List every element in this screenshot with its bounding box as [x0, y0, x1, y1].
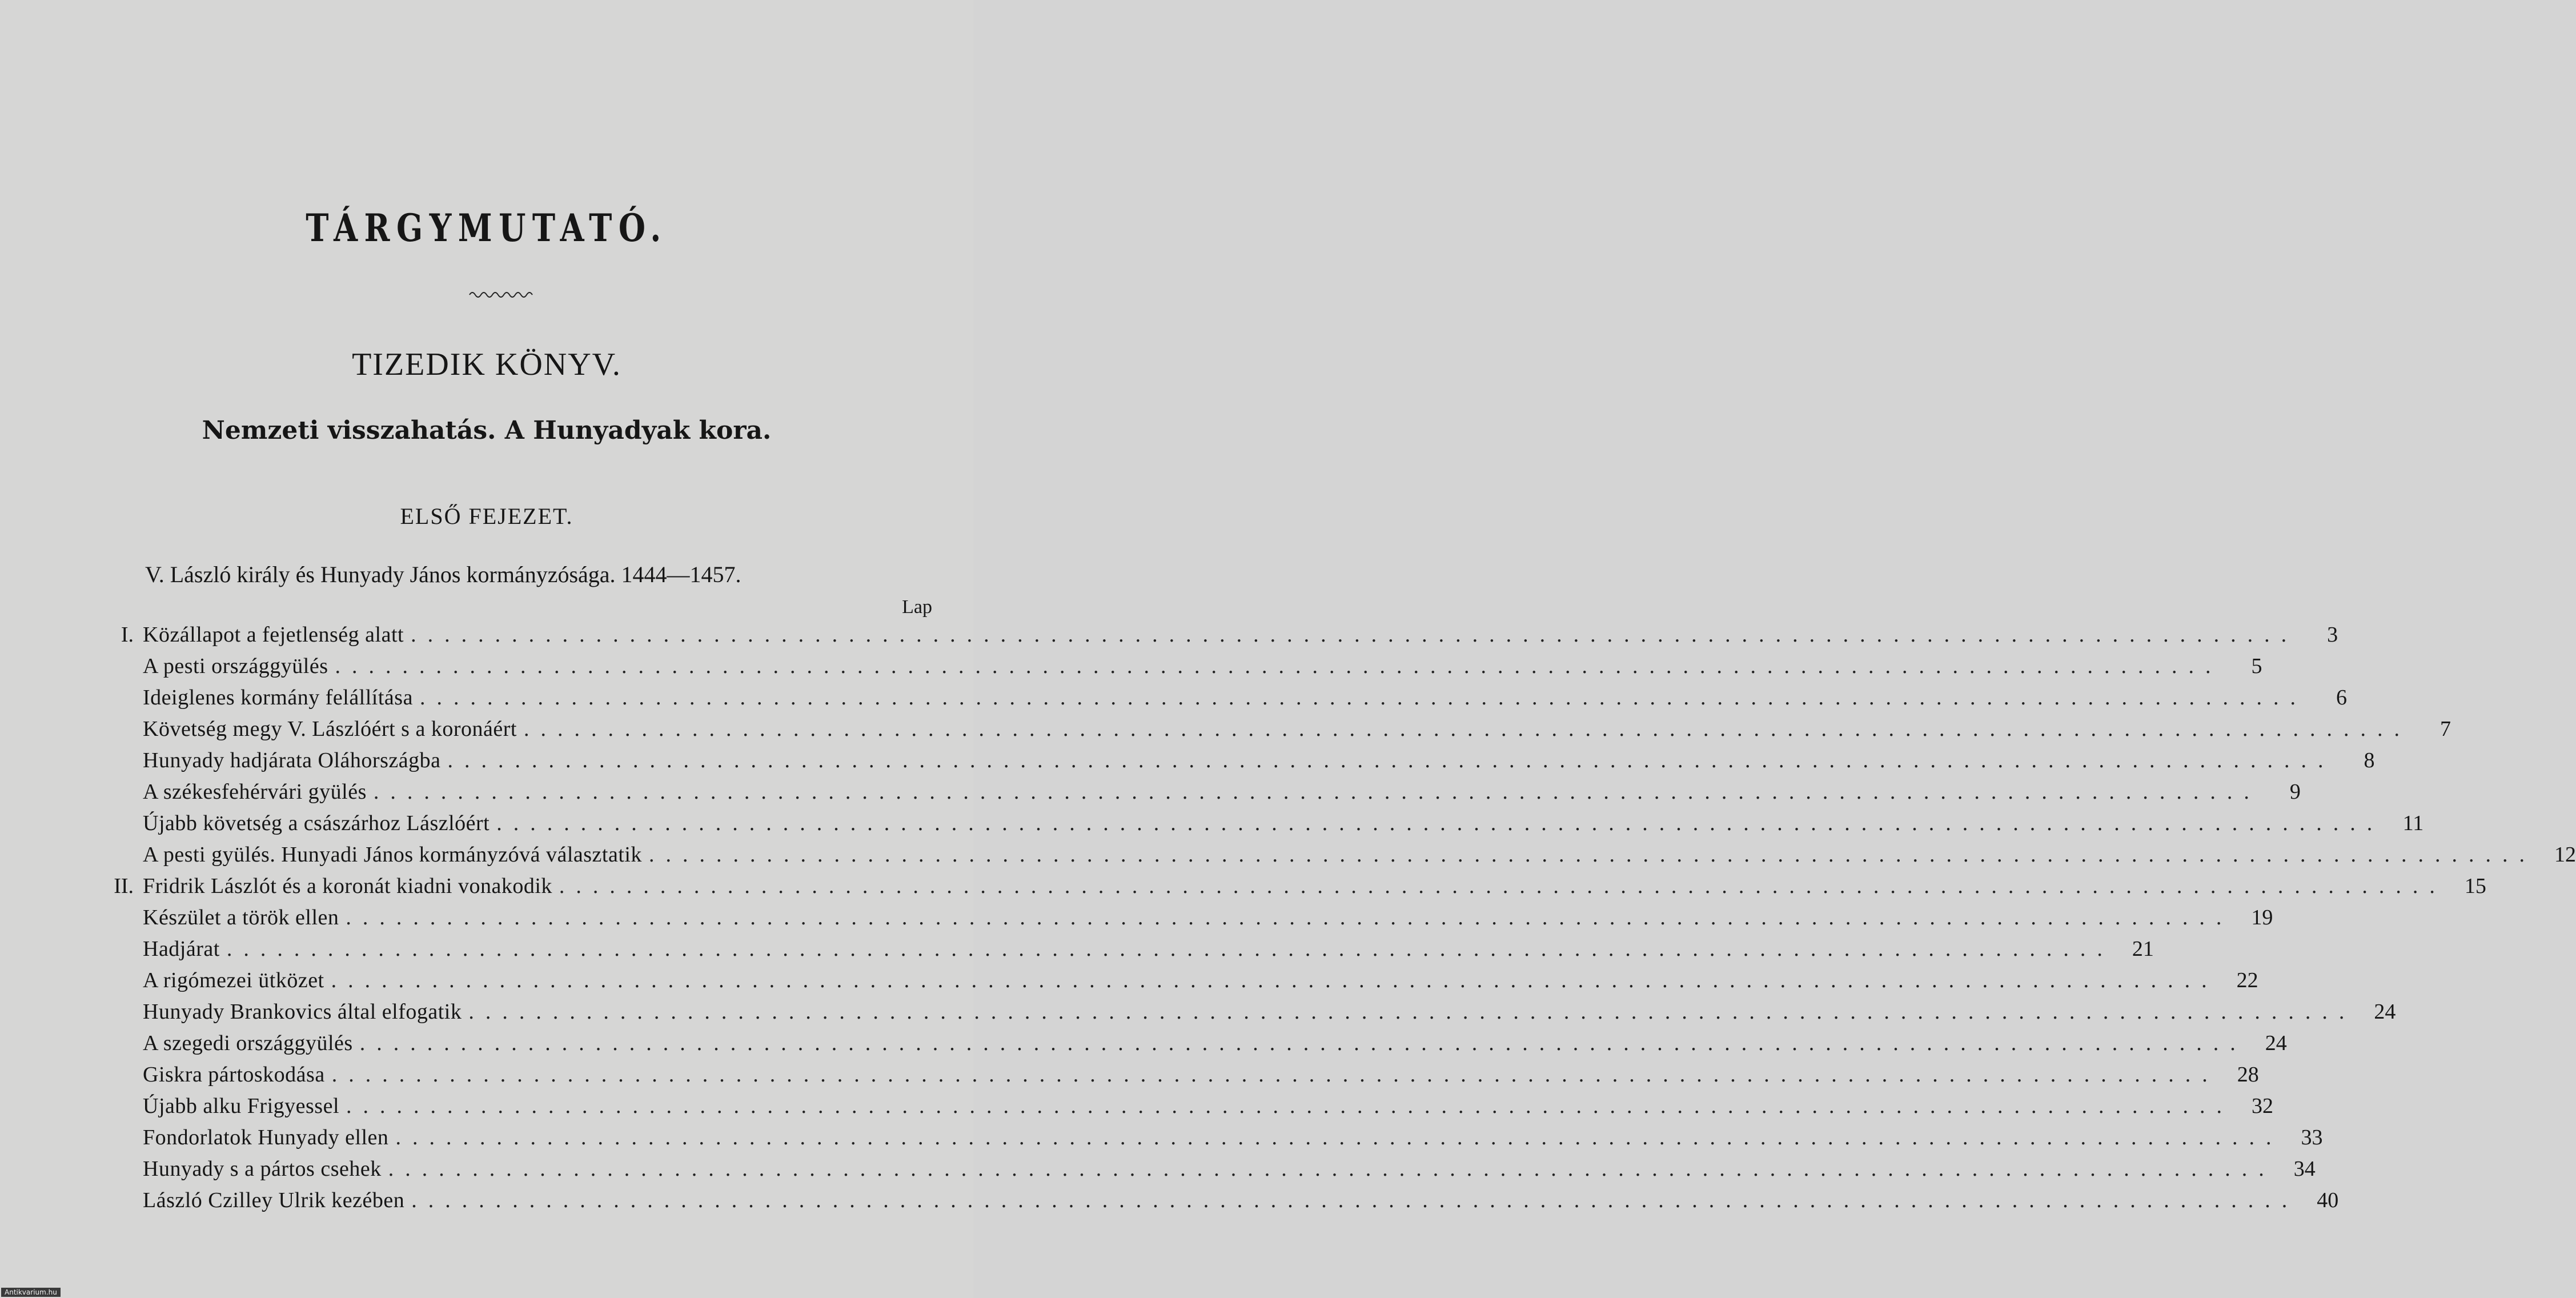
- toc-page-number: 7: [2439, 717, 2451, 741]
- toc-entry: [0, 745, 2375, 776]
- toc-entry: [0, 996, 2396, 1028]
- toc-entry: [0, 808, 2424, 839]
- toc-leader-dots: ................................................................................................................: [346, 906, 2233, 930]
- toc-page-number: 24: [2265, 1031, 2287, 1055]
- toc-entry-label: Ideiglenes kormány felállítása: [143, 686, 413, 710]
- toc-leader-dots: ................................................................................................................: [419, 686, 2307, 710]
- page-title: TÁRGYMUTATÓ.: [306, 206, 668, 250]
- toc-leader-dots: ................................................................................................................: [447, 748, 2335, 772]
- chapter-title: ELSŐ FEJEZET.: [400, 503, 573, 529]
- watermark: Antikvarium.hu: [1, 1288, 61, 1297]
- toc-roman-numeral: I.: [121, 623, 134, 647]
- chapter-subtitle: V. László király és Hunyady János kormányzósága. 1444—1457.: [145, 562, 741, 587]
- toc-leader-dots: ................................................................................................................: [335, 654, 2222, 678]
- toc-roman-numeral: II.: [114, 874, 134, 898]
- book-subtitle: Nemzeti visszahatás. A Hunyadyak kora.: [202, 416, 772, 445]
- toc-page-number: 15: [2464, 874, 2486, 898]
- toc-page-number: 19: [2251, 906, 2273, 930]
- toc-entry: [0, 1185, 2339, 1216]
- toc-page-number: 34: [2293, 1157, 2316, 1181]
- toc-entry: [0, 1153, 2316, 1185]
- table-of-contents: [0, 619, 2576, 1216]
- book-title: TIZEDIK KÖNYV.: [352, 347, 621, 382]
- toc-page-number: 8: [2364, 748, 2375, 772]
- toc-entry-label: A pesti gyülés. Hunyadi János kormányzóvá választatik: [143, 843, 642, 867]
- toc-leader-dots: ................................................................................................................: [359, 1031, 2247, 1055]
- toc-entry-label: Újabb alku Frigyessel: [143, 1094, 340, 1118]
- toc-entry: [0, 902, 2273, 934]
- toc-entry: [0, 1059, 2259, 1091]
- toc-entry-label: Giskra pártoskodása: [143, 1063, 325, 1087]
- toc-leader-dots: ................................................................................................................: [346, 1094, 2234, 1118]
- toc-leader-dots: ................................................................................................................: [331, 1063, 2219, 1087]
- toc-leader-dots: ................................................................................................................: [373, 780, 2261, 804]
- toc-entry-label: Közállapot a fejetlenség alatt: [143, 623, 404, 647]
- toc-leader-dots: ................................................................................................................: [395, 1125, 2283, 1149]
- toc-leader-dots: ................................................................................................................: [411, 1188, 2299, 1212]
- toc-page-number: 40: [2317, 1188, 2339, 1212]
- toc-entry: [0, 839, 2576, 871]
- toc-page-number: 22: [2236, 968, 2258, 992]
- toc-entry-label: Hunyady s a pártos csehek: [143, 1157, 382, 1181]
- toc-page-number: 5: [2251, 654, 2262, 678]
- toc-page-number: 32: [2252, 1094, 2274, 1118]
- toc-entry-label: A szegedi országgyülés: [143, 1031, 353, 1055]
- toc-entry: [0, 871, 2486, 902]
- toc-entry-label: Fridrik Lászlót és a koronát kiadni vonakodik: [143, 874, 552, 898]
- toc-entry-label: László Czilley Ulrik kezében: [143, 1188, 405, 1212]
- toc-leader-dots: ................................................................................................................: [523, 717, 2411, 741]
- toc-leader-dots: ................................................................................................................: [388, 1157, 2276, 1181]
- toc-entry-label: A rigómezei ütközet: [143, 968, 324, 992]
- toc-entry: [0, 1122, 2323, 1153]
- toc-page-number: 24: [2374, 1000, 2396, 1024]
- toc-entry-label: Hunyady hadjárata Oláhországba: [143, 748, 441, 772]
- toc-entry: [0, 1028, 2287, 1059]
- toc-leader-dots: ................................................................................................................: [468, 1000, 2356, 1024]
- toc-page-number: 9: [2289, 780, 2301, 804]
- wavy-ornament-icon: [468, 289, 537, 301]
- toc-page-number: 11: [2402, 811, 2424, 835]
- toc-entry-label: A székesfehérvári gyülés: [143, 780, 367, 804]
- toc-leader-dots: ................................................................................................................: [226, 937, 2114, 961]
- toc-entry: [0, 1091, 2274, 1122]
- toc-entry-label: Készület a török ellen: [143, 906, 339, 930]
- toc-page-number: 33: [2301, 1125, 2323, 1149]
- toc-entry: [0, 776, 2301, 808]
- toc-page-number: 12: [2554, 843, 2576, 867]
- toc-leader-dots: ................................................................................................................: [411, 623, 2298, 647]
- toc-entry: [0, 619, 2338, 651]
- toc-leader-dots: ................................................................................................................: [331, 968, 2218, 992]
- toc-entry: [0, 682, 2347, 714]
- toc-entry-label: Követség megy V. Lászlóért s a koronáért: [143, 717, 517, 741]
- toc-entry-label: A pesti országgyülés: [143, 654, 328, 678]
- toc-entry: [0, 714, 2451, 745]
- toc-entry: [0, 651, 2262, 682]
- toc-page-number: 28: [2237, 1063, 2259, 1087]
- toc-leader-dots: ................................................................................................................: [559, 874, 2446, 898]
- toc-entry: [0, 934, 2154, 965]
- toc-entry-label: Újabb követség a császárhoz Lászlóért: [143, 811, 490, 835]
- toc-entry-label: Hadjárat: [143, 937, 220, 961]
- toc-leader-dots: ................................................................................................................: [648, 843, 2536, 867]
- toc-entry: [0, 965, 2258, 996]
- toc-entry-label: Fondorlatok Hunyady ellen: [143, 1125, 389, 1149]
- toc-page-number: 6: [2336, 686, 2347, 710]
- toc-entry-label: Hunyady Brankovics által elfogatik: [143, 1000, 462, 1024]
- toc-page-number: 21: [2132, 937, 2154, 961]
- page-column-label: Lap: [902, 596, 932, 618]
- toc-leader-dots: ................................................................................................................: [496, 811, 2384, 835]
- toc-page-number: 3: [2327, 623, 2338, 647]
